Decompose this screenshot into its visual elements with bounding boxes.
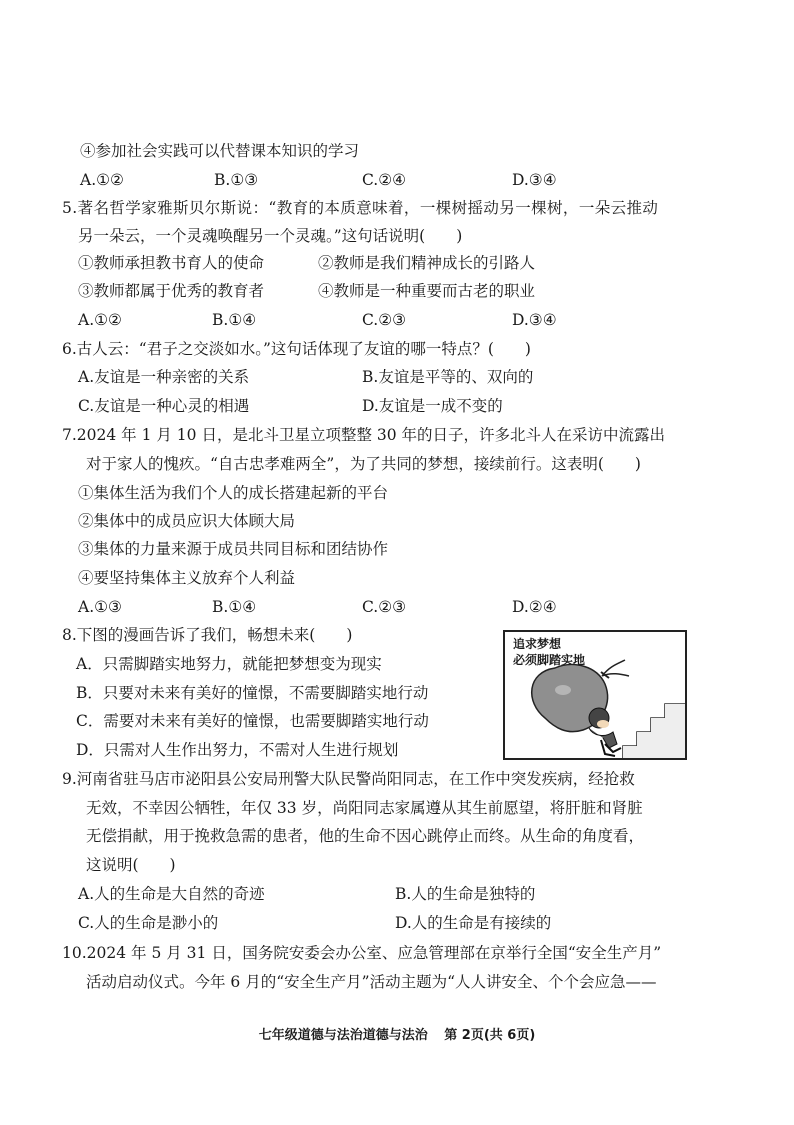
q7-stem-line2: 对于家人的愧疚。“自古忠孝难两全”，为了共同的梦想，接续前行。这表明( ): [86, 455, 641, 473]
q8-option-c: C．需要对未来有美好的憧憬，也需要脚踏实地行动: [76, 712, 429, 730]
q8-option-b: B．只要对未来有美好的憧憬，不需要脚踏实地行动: [76, 684, 429, 702]
q5-item-3: ③教师都属于优秀的教育者: [78, 282, 265, 300]
q8-option-d: D．只需对人生作出努力，不需对人生进行规划: [76, 741, 399, 759]
q8-stem: 8.下图的漫画告诉了我们，畅想未来( ): [62, 626, 353, 644]
q9-option-c: C.人的生命是渺小的: [78, 914, 219, 932]
q6-option-d: D.友谊是一成不变的: [362, 397, 503, 415]
q5-item-2: ②教师是我们精神成长的引路人: [318, 254, 536, 272]
q5-option-c: C.②③: [362, 311, 407, 329]
q9-option-a: A.人的生命是大自然的奇迹: [78, 885, 265, 903]
q5-item-4: ④教师是一种重要而古老的职业: [318, 282, 536, 300]
q5-stem-line2: 另一朵云，一个灵魂唤醒另一个灵魂。”这句话说明( ): [78, 227, 463, 245]
q6-option-a: A.友谊是一种亲密的关系: [78, 368, 250, 386]
q6-option-c: C.友谊是一种心灵的相遇: [78, 397, 250, 415]
q6-stem: 6.古人云：“君子之交淡如水。”这句话体现了友谊的哪一特点？( ): [62, 340, 531, 358]
q5-option-d: D.③④: [512, 311, 557, 329]
q9-stem-line2: 无效，不幸因公牺牲，年仅 33 岁，尚阳同志家属遵从其生前愿望，将肝脏和肾脏: [86, 799, 643, 817]
q5-stem-line1: 5.著名哲学家雅斯贝尔斯说：“教育的本质意味着，一棵树摇动另一棵树，一朵云推动: [62, 199, 659, 217]
q4-option-c: C.②④: [362, 171, 407, 189]
q7-option-b: B.①④: [212, 598, 257, 616]
q7-item-4: ④要坚持集体主义放弃个人利益: [78, 569, 296, 587]
cartoon-drawing: [505, 632, 685, 758]
footer-subject: 七年级道德与法治道德与法治: [258, 1028, 428, 1043]
q4-option-d: D.③④: [512, 171, 557, 189]
q7-option-c: C.②③: [362, 598, 407, 616]
q9-stem-line4: 这说明( ): [86, 856, 176, 874]
q7-item-1: ①集体生活为我们个人的成长搭建起新的平台: [78, 484, 389, 502]
q5-option-b: B.①④: [212, 311, 257, 329]
q10-stem-line1: 10.2024 年 5 月 31 日，国务院安委会办公室、应急管理部在京举行全国“安全生产月”: [62, 944, 662, 962]
q5-option-a: A.①②: [78, 311, 122, 329]
q7-stem-line1: 7.2024 年 1 月 10 日，是北斗卫星立项整整 30 年的日子，许多北斗人在采访中流露出: [62, 426, 666, 444]
q9-option-d: D.人的生命是有接续的: [395, 914, 552, 932]
dream-cartoon: [503, 630, 687, 760]
q7-item-2: ②集体中的成员应识大体顾大局: [78, 512, 296, 530]
q4-item-4: ④参加社会实践可以代替课本知识的学习: [80, 142, 360, 160]
cartoon-caption-line2: 必须脚踏实地: [513, 653, 586, 667]
q4-option-a: A.①②: [80, 171, 124, 189]
page-footer: [0, 1024, 794, 1043]
q5-item-1: ①教师承担教书育人的使命: [78, 254, 265, 272]
q7-option-a: A.①③: [78, 598, 122, 616]
footer-page-number: 第 2页(共 6页): [444, 1028, 536, 1043]
q6-option-b: B.友谊是平等的、双向的: [362, 368, 534, 386]
cartoon-caption-line1: 追求梦想: [513, 637, 562, 651]
q7-item-3: ③集体的力量来源于成员共同目标和团结协作: [78, 540, 389, 558]
q9-option-b: B.人的生命是独特的: [395, 885, 536, 903]
q9-stem-line1: 9.河南省驻马店市泌阳县公安局刑警大队民警尚阳同志，在工作中突发疾病，经抢救: [62, 770, 635, 788]
q8-option-a: A．只需脚踏实地努力，就能把梦想变为现实: [76, 655, 382, 673]
q10-stem-line2: 活动启动仪式。今年 6 月的“安全生产月”活动主题为“人人讲安全、个个会应急——: [86, 973, 657, 991]
q7-option-d: D.②④: [512, 598, 557, 616]
q9-stem-line3: 无偿捐献，用于挽救急需的患者，他的生命不因心跳停止而终。从生命的角度看，: [86, 827, 645, 845]
q4-option-b: B.①③: [214, 171, 259, 189]
